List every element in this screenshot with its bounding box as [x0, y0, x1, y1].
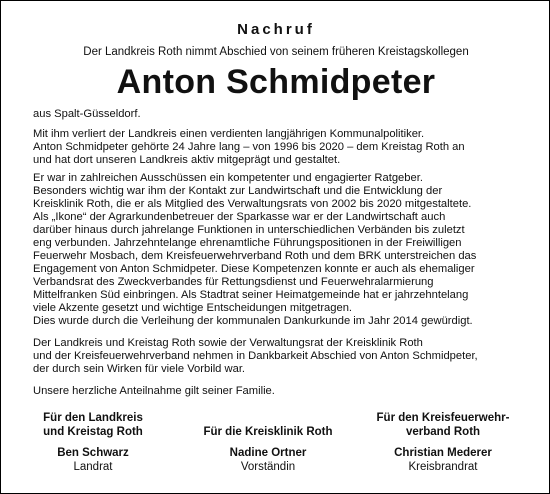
signature-role: Vorständin — [240, 461, 296, 473]
signature-org: verband Roth — [405, 426, 481, 438]
signature-org: Für die Kreisklinik Roth — [203, 426, 333, 438]
signature-kreisklinik — [183, 411, 353, 474]
text-line: Unsere herzliche Anteilnahme gilt seiner Familie. — [33, 385, 275, 397]
signature-name: Nadine Ortner — [229, 447, 307, 459]
origin-paragraph — [33, 108, 519, 121]
condolence-paragraph — [33, 385, 519, 398]
signature-org: Für den Landkreis — [43, 412, 143, 424]
signature-name: Ben Schwarz — [57, 447, 129, 459]
signature-landkreis — [33, 411, 153, 474]
tribute-paragraph — [33, 128, 519, 167]
text-line: Mit ihm verliert der Landkreis einen verdienten langjährigen Kommunalpolitiker. — [33, 128, 425, 140]
career-paragraph — [33, 172, 519, 328]
text-line: Der Landkreis und Kreistag Roth sowie der Verwaltungsrat der Kreisklinik Roth — [33, 337, 423, 349]
text-line: und hat dort unseren Landkreis aktiv mitgeprägt und gestaltet. — [33, 154, 341, 166]
text-line: viele Akzente gesetzt und wichtige Entscheidungen mitgetragen. — [33, 302, 353, 314]
text-line: Kreisklinik Roth, die er als Mitglied des Verwaltungsrats von 2002 bis 2020 mitgestaltete. — [33, 198, 472, 210]
deceased-name: Anton Schmidpeter — [116, 63, 436, 101]
text-line: Verbandsrat des Zweckverbandes für Rettungsdienst und Feuerwehralarmierung — [33, 276, 434, 288]
farewell-paragraph — [33, 337, 519, 376]
text-line: Dies wurde durch die Verleihung der kommunalen Dankurkunde im Jahr 2014 gewürdigt. — [33, 315, 473, 327]
notice-heading: Nachruf — [237, 21, 315, 38]
text-line: aus Spalt-Güsseldorf. — [33, 108, 141, 120]
text-line: Engagement von Anton Schmidpeter. Diese Kompetenzen konnte er auch als ehemaliger — [33, 263, 475, 275]
text-line: darüber hinaus durch jahrelange Funktionen in unterschiedlichen Verbänden bis zuletzt — [33, 224, 465, 236]
intro-line: Der Landkreis Roth nimmt Abschied von seinem früheren Kreistagskollegen — [83, 46, 469, 58]
text-line: Er war in zahlreichen Ausschüssen ein kompetenter und engagierter Ratgeber. — [33, 172, 423, 184]
text-line: und der Kreisfeuerwehrverband nehmen in Dankbarkeit Abschied von Anton Schmidpeter, — [33, 350, 478, 362]
text-line: Als „Ikone“ der Agrarkundenbetreuer der Sparkasse war er der Landwirtschaft auch — [33, 211, 446, 223]
text-line: Anton Schmidpeter gehörte 24 Jahre lang – von 1996 bis 2020 – dem Kreistag Roth an — [33, 141, 465, 153]
signature-role: Landrat — [73, 461, 113, 473]
signature-org: und Kreistag Roth — [43, 426, 143, 438]
text-line: der durch sein Wirken für viele Vorbild war. — [33, 363, 246, 375]
signature-name: Christian Mederer — [394, 447, 492, 459]
text-line: Mittelfranken Süd einbringen. Als Stadtrat seiner Heimatgemeinde hat er jahrzehntelang — [33, 289, 469, 301]
signature-role: Kreisbrandrat — [408, 461, 478, 473]
text-line: Besonders wichtig war ihm der Kontakt zur Landwirtschaft und die Entwicklung der — [33, 185, 443, 197]
signature-org: Für den Kreisfeuerwehr- — [376, 412, 510, 424]
signature-feuerwehrverband — [363, 411, 523, 474]
text-line: Feuerwehr Mosbach, dem Kreisfeuerwehrverband Roth und dem BRK unterstreichen das — [33, 250, 477, 262]
text-line: eng verbunden. Jahrzehntelange ehrenamtliche Führungspositionen in der Freiwilligen — [33, 237, 462, 249]
